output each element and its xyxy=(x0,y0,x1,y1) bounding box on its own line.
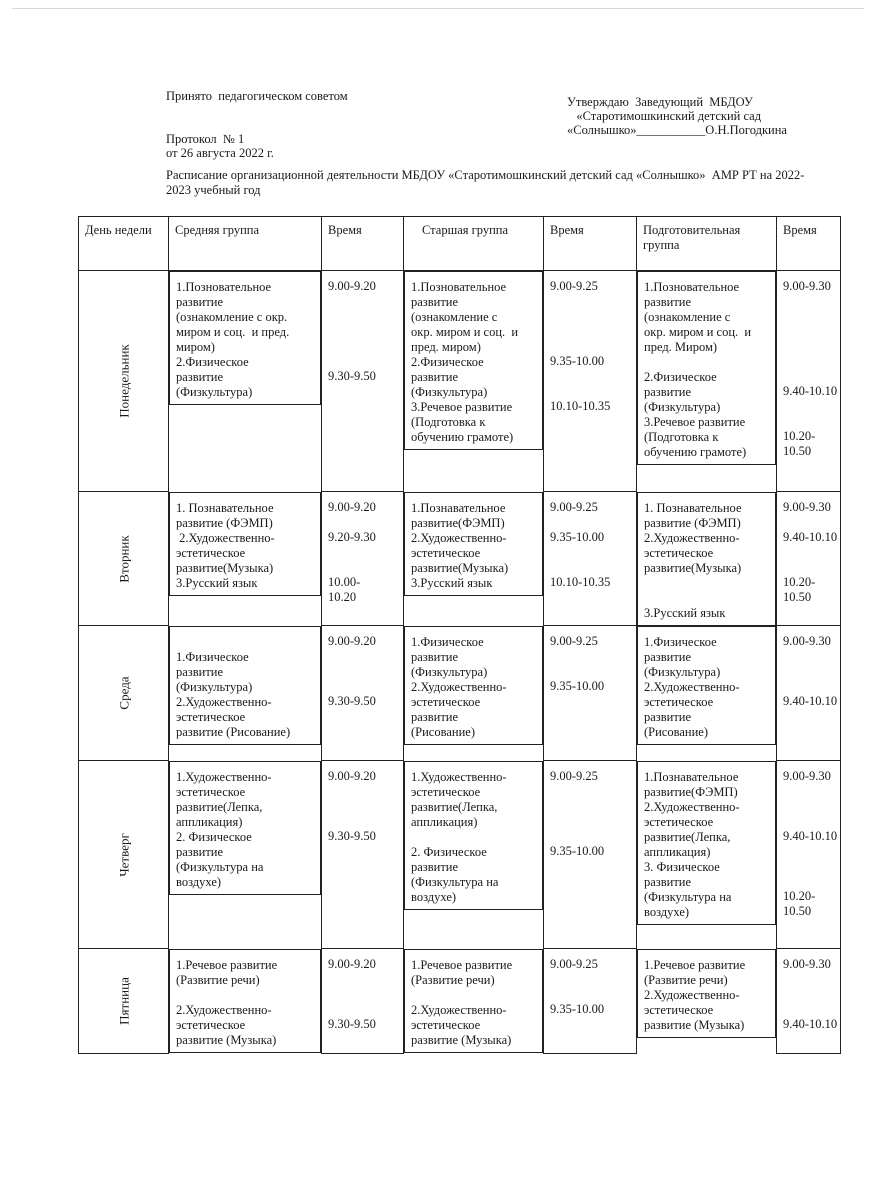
protocol-number: Протокол № 1 xyxy=(166,132,245,146)
day-label: Понедельник xyxy=(116,344,131,418)
middle-group-cell: 1. Познавательное развитие (ФЭМП) 2.Художественно- эстетическое развитие(Музыка) 3.Русский язык xyxy=(169,492,321,596)
day-cell xyxy=(79,949,169,1054)
day-cell xyxy=(79,492,169,626)
header-time: Время xyxy=(544,217,637,271)
senior-group-cell: 1.Художественно- эстетическое развитие(Лепка, аппликация) 2. Физическое развитие (Физкультура на воздухе) xyxy=(404,761,543,910)
day-label: Пятница xyxy=(116,977,131,1025)
time-cell: 9.00-9.25 9.35-10.00 10.10-10.35 xyxy=(544,492,637,626)
time-cell: 9.00-9.20 9.30-9.50 xyxy=(322,626,404,761)
header-prep-group: Подготовительная группа xyxy=(637,217,777,271)
page-top-edge xyxy=(12,8,864,9)
approval-line: «Старотимошкинский детский сад xyxy=(567,109,762,123)
header-row xyxy=(79,217,841,271)
time-cell: 9.00-9.20 9.20-9.30 10.00- 10.20 xyxy=(322,492,404,626)
day-cell xyxy=(79,761,169,949)
table-row xyxy=(79,492,841,626)
table-row xyxy=(79,761,841,949)
time-cell: 9.00-9.25 9.35-10.00 xyxy=(544,949,637,1054)
time-cell: 9.00-9.30 9.40-10.10 xyxy=(777,949,841,1054)
senior-group-cell: 1.Речевое развитие (Развитие речи) 2.Художественно- эстетическое развитие (Музыка) xyxy=(404,949,543,1053)
time-cell: 9.00-9.25 9.35-10.00 xyxy=(544,761,637,949)
title-line: 2023 учебный год xyxy=(166,183,261,197)
senior-group-cell: 1.Познавательное развитие(ФЭМП) 2.Художественно- эстетическое развитие(Музыка) 3.Русский язык xyxy=(404,492,543,596)
time-cell: 9.00-9.30 9.40-10.10 10.20- 10.50 xyxy=(777,271,841,492)
day-label: Четверг xyxy=(116,832,131,877)
schedule-table xyxy=(78,216,841,1054)
header-day: День недели xyxy=(79,217,169,271)
time-cell: 9.00-9.25 9.35-10.00 10.10-10.35 xyxy=(544,271,637,492)
middle-group-cell: 1.Художественно- эстетическое развитие(Лепка, аппликация) 2. Физическое развитие (Физкультура на воздухе) xyxy=(169,761,321,895)
middle-group-cell: 1.Физическое развитие (Физкультура) 2.Художественно- эстетическое развитие (Рисование) xyxy=(169,626,321,745)
table-row xyxy=(79,626,841,761)
header-time: Время xyxy=(777,217,841,271)
time-cell: 9.00-9.25 9.35-10.00 xyxy=(544,626,637,761)
header-time: Время xyxy=(322,217,404,271)
day-label: Вторник xyxy=(116,534,131,583)
middle-group-cell: 1.Речевое развитие (Развитие речи) 2.Художественно- эстетическое развитие (Музыка) xyxy=(169,949,321,1053)
prep-group-cell: 1.Познавательное развитие(ФЭМП) 2.Художественно- эстетическое развитие(Лепка, аппликация) 3. Физическое развитие (Физкультура на воздухе) xyxy=(637,761,776,925)
prep-group-cell: 1.Позновательное развитие (ознакомление с окр. миром и соц. и пред. Миром) 2.Физическое развитие (Физкультура) 3.Речевое развитие (Подготовка к обучению грамоте) xyxy=(637,271,776,465)
header-senior-group: Старшая группа xyxy=(404,217,544,271)
protocol-date: от 26 августа 2022 г. xyxy=(166,146,274,160)
approval-line: «Солнышко»___________О.Н.Погодкина xyxy=(567,123,787,137)
title-line: Расписание организационной деятельности МБДОУ «Старотимошкинский детский сад «Солнышко» АМР РТ на 2022- xyxy=(166,168,805,182)
table-row xyxy=(79,949,841,1054)
prep-group-cell: 1.Физическое развитие (Физкультура) 2.Художественно- эстетическое развитие (Рисование) xyxy=(637,626,776,745)
time-cell: 9.00-9.20 9.30-9.50 xyxy=(322,271,404,492)
table-row xyxy=(79,271,841,492)
approval-line: Утверждаю Заведующий МБДОУ xyxy=(567,95,753,109)
senior-group-cell: 1.Позновательное развитие (ознакомление с окр. миром и соц. и пред. миром) 2.Физическое развитие (Физкультура) 3.Речевое развитие (Подготовка к обучению грамоте) xyxy=(404,271,543,450)
time-cell: 9.00-9.20 9.30-9.50 xyxy=(322,949,404,1054)
accepted-note: Принято педагогическом советом xyxy=(166,89,348,103)
day-cell xyxy=(79,271,169,492)
time-cell: 9.00-9.30 9.40-10.10 10.20- 10.50 xyxy=(777,761,841,949)
prep-group-cell: 1.Речевое развитие (Развитие речи) 2.Художественно- эстетическое развитие (Музыка) xyxy=(637,949,776,1038)
day-label: Среда xyxy=(116,676,131,710)
time-cell: 9.00-9.30 9.40-10.10 xyxy=(777,626,841,761)
header-middle-group: Средняя группа xyxy=(169,217,322,271)
time-cell: 9.00-9.20 9.30-9.50 xyxy=(322,761,404,949)
prep-group-cell: 1. Познавательное развитие (ФЭМП) 2.Художественно- эстетическое развитие(Музыка) 3.Русский язык xyxy=(637,492,776,626)
middle-group-cell: 1.Позновательное развитие (ознакомление с окр. миром и соц. и пред. миром) 2.Физическое развитие (Физкультура) xyxy=(169,271,321,405)
senior-group-cell: 1.Физическое развитие (Физкультура) 2.Художественно- эстетическое развитие (Рисование) xyxy=(404,626,543,745)
day-cell xyxy=(79,626,169,761)
document-title xyxy=(166,168,846,198)
time-cell: 9.00-9.30 9.40-10.10 10.20- 10.50 xyxy=(777,492,841,626)
approval-block xyxy=(567,95,787,137)
